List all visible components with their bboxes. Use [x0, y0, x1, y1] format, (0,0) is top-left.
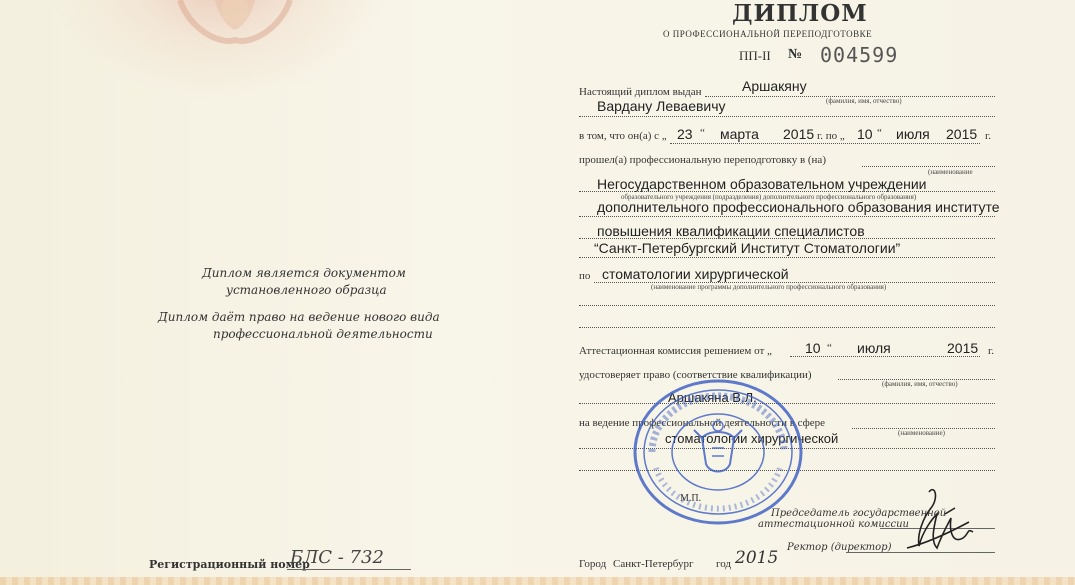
- commission-month: июля: [857, 340, 891, 356]
- period-q1: “: [700, 127, 705, 139]
- left-note-line3: Диплом даёт право на ведение нового вида: [158, 310, 440, 324]
- institution-line2-dots: [579, 216, 995, 217]
- period-year1: 2015: [783, 126, 815, 142]
- reg-number-label: Регистрационный номер: [149, 558, 310, 571]
- program-extra-line2: [579, 327, 995, 328]
- sphere-label: на ведение профессиональной деятельности в сфере: [579, 417, 826, 429]
- mp-label: М.П.: [680, 493, 702, 504]
- recipient-surname: Аршакяну: [742, 78, 807, 94]
- commission-g: г.: [988, 345, 995, 357]
- left-note-line1: Диплом является документом: [202, 266, 406, 280]
- sphere-hint: (наименование): [898, 429, 945, 437]
- institution-hint1: (наименование: [928, 168, 973, 176]
- rector-label: Ректор (директор): [787, 542, 892, 553]
- decorative-bottom-border: [0, 577, 1075, 585]
- institution-line4: “Санкт-Петербургский Институт Стоматологии”: [594, 240, 901, 256]
- period-year2: 2015: [946, 126, 978, 142]
- recipient-hint: (фамилия, имя, отчество): [826, 97, 902, 105]
- program-label: по: [579, 270, 591, 282]
- diploma-number: 004599: [820, 43, 899, 67]
- year-label: год: [716, 558, 732, 570]
- institution-line2: дополнительного профессионального образования институте: [597, 199, 1000, 215]
- institution-line3: повышения квалификации специалистов: [597, 223, 865, 239]
- official-stamp-icon: [632, 378, 804, 526]
- commission-year: 2015: [947, 340, 979, 356]
- period-g2: г.: [985, 130, 992, 142]
- issued-label: Настоящий диплом выдан: [579, 86, 702, 98]
- period-q2: “: [877, 127, 882, 139]
- diploma-title: ДИПЛОМ: [732, 0, 868, 27]
- left-note-line4: профессиональной деятельности: [213, 327, 433, 341]
- institution-line4-dots: [579, 257, 995, 258]
- institution-line1-dots: [579, 191, 995, 192]
- commission-q: “: [827, 342, 832, 354]
- period-day1: 23: [677, 126, 693, 142]
- period-line: [670, 143, 980, 144]
- period-prefix: в том, что он(а) с „: [579, 130, 667, 142]
- grant-hint: (фамилия, имя, отчество): [882, 380, 958, 388]
- year-value: 2015: [735, 548, 779, 568]
- commission-label: Аттестационная комиссия решением от „: [579, 345, 772, 357]
- reg-number-line: [287, 569, 411, 570]
- chair-label-line2: аттестационной комиссии: [758, 519, 909, 530]
- city-value: Санкт-Петербург: [613, 558, 694, 570]
- program-hint: (наименование программы дополнительного профессионального образования): [651, 283, 887, 291]
- number-sign: №: [788, 47, 803, 62]
- recipient-name: Вардану Леваевичу: [597, 98, 726, 114]
- period-month2: июля: [896, 126, 930, 142]
- institution-label: прошел(а) профессиональную переподготовку в (на): [579, 154, 826, 166]
- city-label: Город: [579, 558, 607, 570]
- commission-line: [790, 356, 980, 357]
- institution-hint2: образовательного учреждения (подразделения) дополнительного профессионального образования): [621, 193, 917, 201]
- diploma-series: ПП-II: [739, 48, 771, 63]
- period-day2: 10: [857, 126, 873, 142]
- left-note-line2: установленного образца: [226, 283, 387, 297]
- period-g1: г. по „: [817, 130, 845, 142]
- signature-icon: [893, 484, 985, 556]
- grant-label: удостоверяет право (соответствие квалификации): [579, 369, 812, 381]
- chair-label-line1: Председатель государственной: [771, 508, 947, 519]
- institution-line3-dots: [579, 238, 995, 239]
- institution-label-line: [862, 166, 995, 167]
- reg-number-value: БЛС - 732: [290, 547, 384, 568]
- program-value: стоматологии хирургической: [602, 266, 789, 282]
- sphere-value: стоматологии хирургической: [665, 431, 839, 446]
- period-month1: марта: [720, 126, 759, 142]
- grant-person: Аршакяна В.Л.: [668, 390, 757, 405]
- emblem-watermark: [120, 0, 350, 70]
- diploma-subtitle: О ПРОФЕССИОНАЛЬНОЙ ПЕРЕПОДГОТОВКЕ: [663, 29, 873, 39]
- program-extra-line1: [579, 305, 995, 306]
- institution-line1: Негосударственном образовательном учреждении: [597, 176, 927, 192]
- commission-day: 10: [805, 340, 821, 356]
- recipient-name-line: [579, 116, 995, 117]
